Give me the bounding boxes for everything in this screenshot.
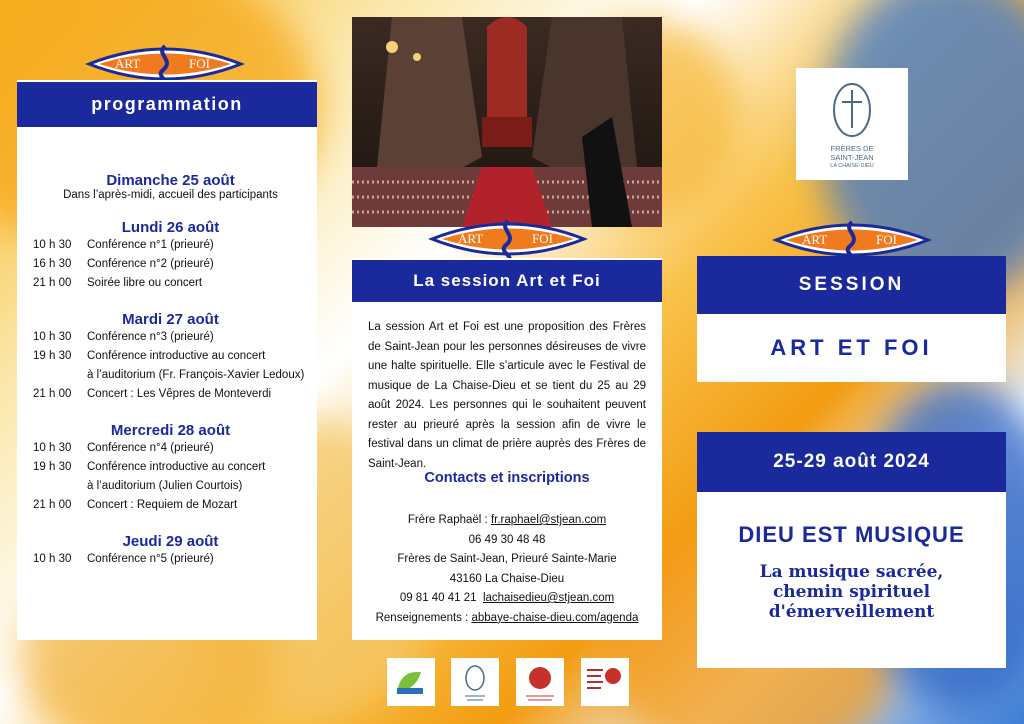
theme-tagline-1: La musique sacrée,	[759, 562, 944, 582]
day-title: Dimanche 25 août	[106, 172, 235, 189]
list-item: à l’auditorium (Fr. François-Xavier Ledoux)	[87, 369, 305, 381]
day-title: Lundi 26 août	[121, 219, 220, 236]
contact-email-link[interactable]: fr.raphael@stjean.com	[490, 514, 607, 526]
photo-illustration-icon	[352, 17, 662, 227]
contacts-title: Contacts et inscriptions	[424, 470, 590, 486]
info-link[interactable]: abbaye-chaise-dieu.com/agenda	[471, 611, 639, 624]
sponsor-green-icon	[387, 658, 435, 706]
contact-phone-2: 09 81 40 41 21	[399, 592, 477, 604]
sponsor-logo-2	[451, 658, 499, 706]
list-item: 10 h 30 Conférence n°4 (prieuré)	[33, 442, 214, 454]
list-item: 10 h 30 Conférence n°3 (prieuré)	[33, 331, 214, 343]
day-title: Mardi 27 août	[122, 311, 219, 328]
logo-fish-icon	[428, 215, 588, 263]
list-item: 10 h 30 Conférence n°5 (prieuré)	[33, 553, 214, 565]
session-header: La session Art et Foi	[352, 260, 662, 302]
list-item: 10 h 30 Conférence n°1 (prieuré)	[33, 239, 214, 251]
theme-panel	[697, 492, 1006, 668]
list-item: 19 h 30 Conférence introductive au concert	[33, 350, 266, 362]
programme-header: programmation	[17, 82, 317, 127]
logo-text-foi: FOI	[189, 56, 210, 71]
logo-text-art: ART	[115, 56, 141, 71]
day-note: Dans l’après-midi, accueil des participants	[63, 189, 278, 201]
day-title: Jeudi 29 août	[122, 533, 219, 550]
contact-postcode: 43160 La Chaise-Dieu	[449, 572, 565, 585]
list-item: 21 h 00 Concert : Requiem de Mozart	[33, 499, 238, 511]
logo-text-art: ART	[802, 232, 828, 247]
day-title: Mercredi 28 août	[110, 422, 231, 439]
list-item: à l’auditorium (Julien Courtois)	[87, 480, 243, 492]
logo-text-foi: FOI	[876, 232, 897, 247]
session-title: ART ET FOI	[697, 314, 1006, 382]
list-item: 19 h 30 Conférence introductive au concert	[33, 461, 266, 473]
theme-tagline-2: chemin spirituel	[772, 582, 931, 602]
session-description: La session Art et Foi est une proposition des Frères de Saint-Jean pour les personnes désireuses de vivre une halte spirituelle. Elle s’articule avec le Festival de musique de La Chaise-Dieu et se tient du 25 au 29 août 2024. Les personnes qui le souhaitent peuvent rester au prieuré après la session afin de vivre le festival dans un climat de prière auprès des Frères de Saint-Jean.	[368, 321, 646, 470]
list-item: 21 h 00 Soirée libre ou concert	[33, 277, 203, 289]
sponsor-logo-3	[516, 658, 564, 706]
logo-text-foi: FOI	[532, 231, 553, 246]
session-label: SESSION	[697, 256, 1006, 314]
programme-list	[33, 172, 308, 569]
contact-email-2-link[interactable]: lachaisedieu@stjean.com	[482, 592, 615, 604]
session-dates: 25-29 août 2024	[697, 432, 1006, 492]
theme-title: DIEU EST MUSIQUE	[738, 522, 965, 547]
cathedral-concert-photo	[352, 17, 662, 227]
list-item: 16 h 30 Conférence n°2 (prieuré)	[33, 258, 214, 270]
org-line-2: SAINT-JEAN	[830, 153, 874, 162]
sanctuaire-icon	[581, 658, 629, 706]
sponsor-red-icon	[516, 658, 564, 706]
freres-saint-jean-icon	[451, 658, 499, 706]
contact-address: Frères de Saint-Jean, Prieuré Sainte-Marie	[397, 553, 617, 565]
contacts-block	[352, 511, 662, 628]
contact-name: Frère Raphaël :	[407, 514, 491, 526]
info-label: Renseignements :	[375, 611, 472, 624]
sponsor-logo-4	[581, 658, 629, 706]
sponsor-logo-1	[387, 658, 435, 706]
theme-tagline-3: d'émerveillement	[768, 602, 935, 622]
freres-saint-jean-logo	[796, 68, 908, 180]
org-line-1: FRÈRES DE	[830, 144, 874, 153]
org-line-3: LA CHAISE-DIEU	[830, 163, 874, 169]
art-foi-logo	[428, 215, 588, 263]
contact-phone: 06 49 30 48 48	[468, 533, 546, 546]
list-item: 21 h 00 Concert : Les Vêpres de Monteverdi	[33, 388, 272, 400]
logo-text-art: ART	[458, 231, 484, 246]
